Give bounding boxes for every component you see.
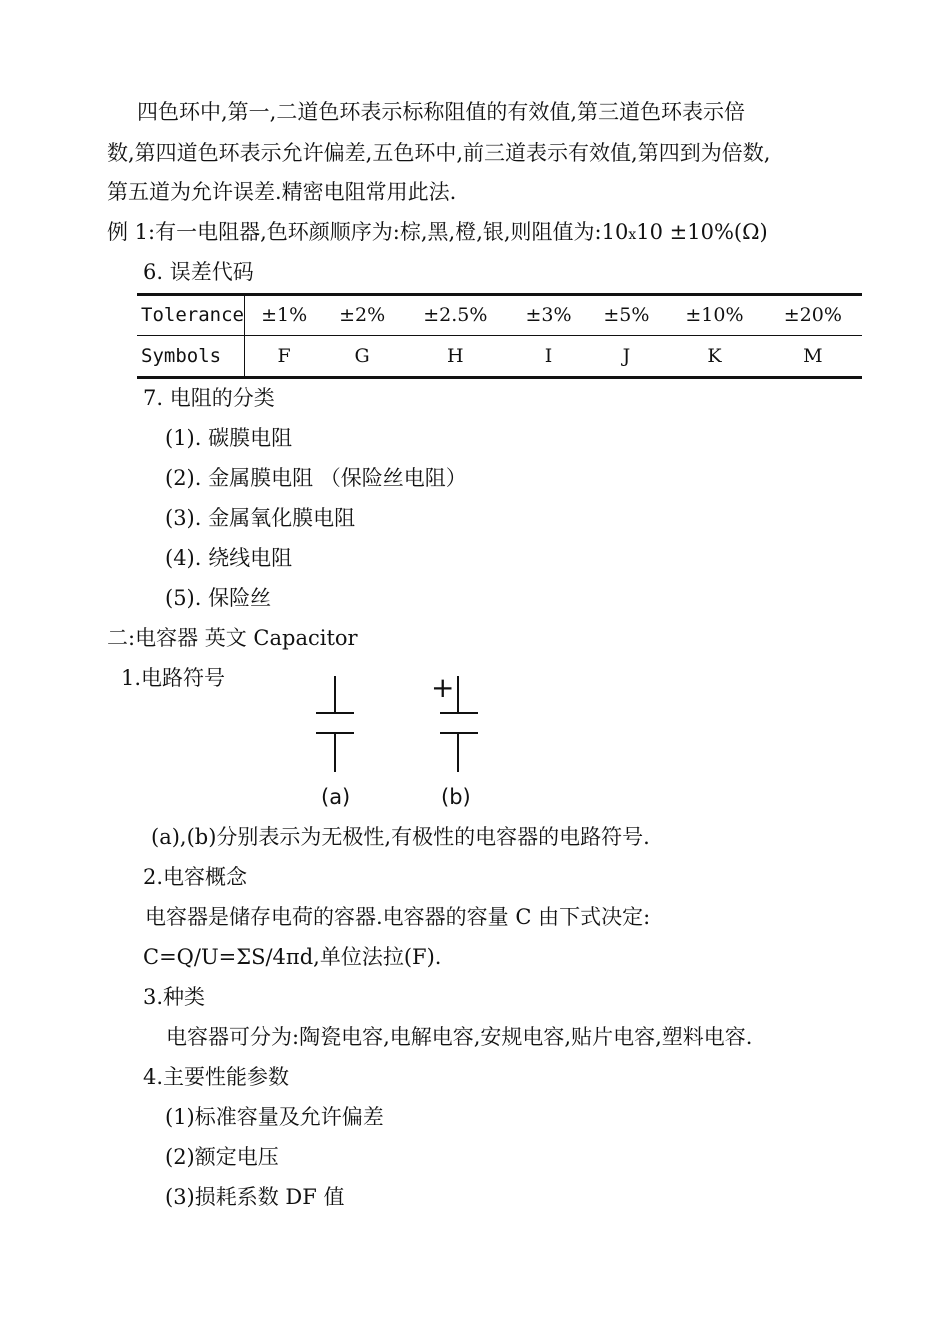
list-item: (1)标准容量及允许偏差 <box>165 1105 384 1129</box>
paragraph-line-3: 第五道为允许误差.精密电阻常用此法. <box>107 180 457 204</box>
tolerance-cell: ±3% <box>525 303 572 326</box>
paragraph-line-1: 四色环中,第一,二道色环表示标称阻值的有效值,第三道色环表示倍 <box>137 100 746 124</box>
plus-icon: + <box>431 671 455 704</box>
plate-top <box>316 712 354 714</box>
paragraph-line-2: 数,第四道色环表示允许偏差,五色环中,前三道表示有效值,第四到为倍数, <box>107 141 771 165</box>
lead-top <box>457 676 459 714</box>
symbol-description: (a),(b)分别表示为无极性,有极性的电容器的电路符号. <box>151 825 650 849</box>
tolerance-cell: ±5% <box>603 303 650 326</box>
tolerance-cell: ±1% <box>261 303 308 326</box>
example-text: 例 1:有一电阻器,色环颜顺序为:棕,黑,橙,银,则阻值为:10 <box>107 220 629 244</box>
list-item: (5). 保险丝 <box>165 586 272 610</box>
symbol-title: 1.电路符号 <box>121 666 226 690</box>
symbol-cell: K <box>707 344 722 367</box>
symbol-cell: F <box>277 344 291 367</box>
tolerance-cell: ±2% <box>339 303 386 326</box>
params-title: 4.主要性能参数 <box>143 1065 290 1089</box>
tolerance-header: Tolerance <box>137 294 245 335</box>
types-text: 电容器可分为:陶瓷电容,电解电容,安规电容,贴片电容,塑料电容. <box>166 1025 753 1049</box>
capacitor-heading: 二:电容器 英文 Capacitor <box>107 626 358 650</box>
concept-text: 电容器是储存电荷的容器.电容器的容量 C 由下式决定: <box>145 905 651 929</box>
section-6-title: 6. 误差代码 <box>143 260 254 284</box>
lead-top <box>334 676 336 714</box>
list-item: (1). 碳膜电阻 <box>165 426 293 450</box>
symbols-header: Symbols <box>137 335 245 376</box>
table-row <box>137 294 862 335</box>
list-item: (2). 金属膜电阻 （保险丝电阻） <box>165 466 467 490</box>
tolerance-cell: ±2.5% <box>423 303 488 326</box>
section-7-title: 7. 电阻的分类 <box>143 386 275 410</box>
list-item: (4). 绕线电阻 <box>165 546 293 570</box>
list-item: (3). 金属氧化膜电阻 <box>165 506 356 530</box>
example-tail: 10 ±10%(Ω) <box>636 220 768 244</box>
table-bottom-rule <box>137 376 862 379</box>
list-item: (3)损耗系数 DF 值 <box>165 1185 345 1209</box>
tolerance-table <box>137 294 862 376</box>
plate-bottom <box>440 732 478 734</box>
tolerance-cell: ±10% <box>685 303 744 326</box>
types-title: 3.种类 <box>143 985 206 1009</box>
table-row <box>137 335 862 376</box>
example-line <box>107 222 768 243</box>
concept-title: 2.电容概念 <box>143 865 248 889</box>
plate-top <box>440 712 478 714</box>
lead-bottom <box>334 732 336 772</box>
symbol-cell: G <box>354 344 370 367</box>
lead-bottom <box>457 732 459 772</box>
symbol-cell: J <box>622 344 631 367</box>
label-a: (a) <box>321 785 351 809</box>
symbol-cell: I <box>544 344 553 367</box>
symbol-cell: H <box>447 344 464 367</box>
label-b: (b) <box>441 785 471 809</box>
tolerance-cell: ±20% <box>783 303 842 326</box>
example-multiplier: x <box>628 227 637 243</box>
list-item: (2)额定电压 <box>165 1145 279 1169</box>
symbol-cell: M <box>803 344 823 367</box>
formula: C=Q/U=ΣS/4πd,单位法拉(F). <box>143 945 442 969</box>
